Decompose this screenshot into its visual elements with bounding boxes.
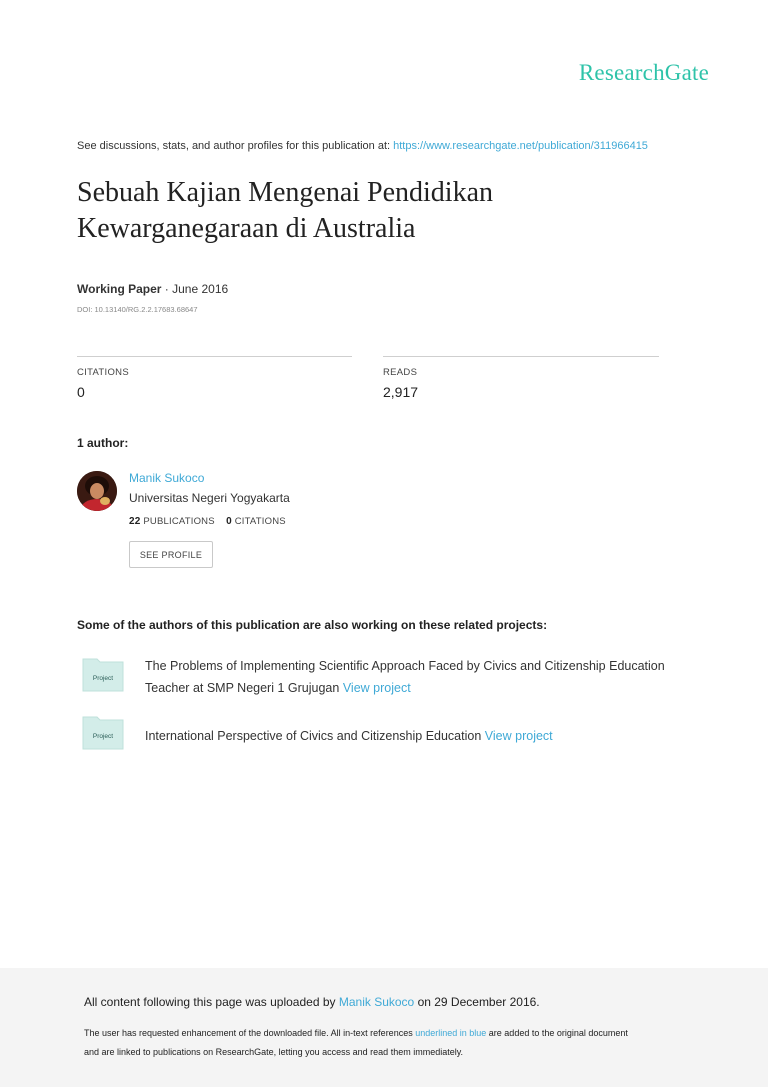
project-item-1 [145, 655, 685, 699]
footer-upload-line [84, 995, 540, 1009]
view-project-link-2[interactable]: View project [484, 729, 553, 743]
reads-label: READS [383, 367, 418, 378]
researchgate-logo[interactable]: ResearchGate [578, 60, 709, 85]
project-1-title-line-1: The Problems of Implementing Scientific Approach Faced by Civics and Citizenship Education [145, 659, 665, 673]
title-line-2: Kewarganegaraan di Australia [77, 213, 416, 244]
reads-divider [383, 356, 659, 357]
author-institution: Universitas Negeri Yogyakarta [129, 491, 290, 505]
footer-note-part1: The user has requested enhancement of the downloaded file. All in-text references [84, 1028, 413, 1038]
footer-note [84, 1024, 704, 1062]
avatar-image [77, 471, 117, 511]
author-citations-count: 0 [226, 516, 232, 527]
author-publications-label: PUBLICATIONS [143, 516, 215, 527]
project-item-2 [145, 725, 685, 747]
discussion-line [77, 140, 648, 152]
avatar[interactable] [77, 471, 117, 511]
citations-label: CITATIONS [77, 367, 129, 378]
author-stats [129, 516, 286, 527]
project-icon [82, 656, 124, 692]
project-1-title-line-2: Teacher at SMP Negeri 1 Grujugan [145, 681, 340, 695]
author-publications-count: 22 [129, 516, 141, 527]
project-2-title: International Perspective of Civics and Citizenship Education [145, 729, 482, 743]
authors-heading: 1 author: [77, 436, 129, 450]
title-line-1: Sebuah Kajian Mengenai Pendidikan [77, 177, 494, 208]
see-profile-button[interactable]: SEE PROFILE [129, 541, 213, 568]
discussion-prefix: See discussions, stats, and author profiles for this publication at: [77, 140, 391, 152]
author-name-link[interactable]: Manik Sukoco [129, 471, 205, 485]
footer-note-link: underlined in blue [415, 1028, 487, 1038]
view-project-link-1[interactable]: View project [342, 681, 411, 695]
project-icon-label: Project [92, 675, 114, 682]
footer-note-line2: and are linked to publications on ResearchGate, letting you access and read them immediately. [84, 1047, 464, 1057]
citations-divider [77, 356, 352, 357]
publication-meta [77, 282, 228, 296]
reads-value: 2,917 [383, 384, 419, 400]
publication-date: · June 2016 [161, 282, 229, 296]
publication-url-link[interactable]: https://www.researchgate.net/publication/311966415 [393, 140, 648, 152]
author-citations-label: CITATIONS [234, 516, 286, 527]
project-icon-label: Project [92, 733, 114, 740]
footer-uploader-link[interactable]: Manik Sukoco [338, 995, 415, 1009]
citations-value: 0 [77, 384, 85, 400]
publication-type: Working Paper [77, 282, 162, 296]
footer-suffix: on 29 December 2016. [417, 995, 540, 1009]
project-icon [82, 714, 124, 750]
related-projects-heading: Some of the authors of this publication are also working on these related projects: [77, 618, 548, 632]
publication-doi: DOI: 10.13140/RG.2.2.17683.68647 [77, 305, 198, 314]
footer-prefix: All content following this page was uploaded by [84, 995, 336, 1009]
publication-title [77, 175, 697, 247]
footer-note-part2: are added to the original document [488, 1028, 628, 1038]
